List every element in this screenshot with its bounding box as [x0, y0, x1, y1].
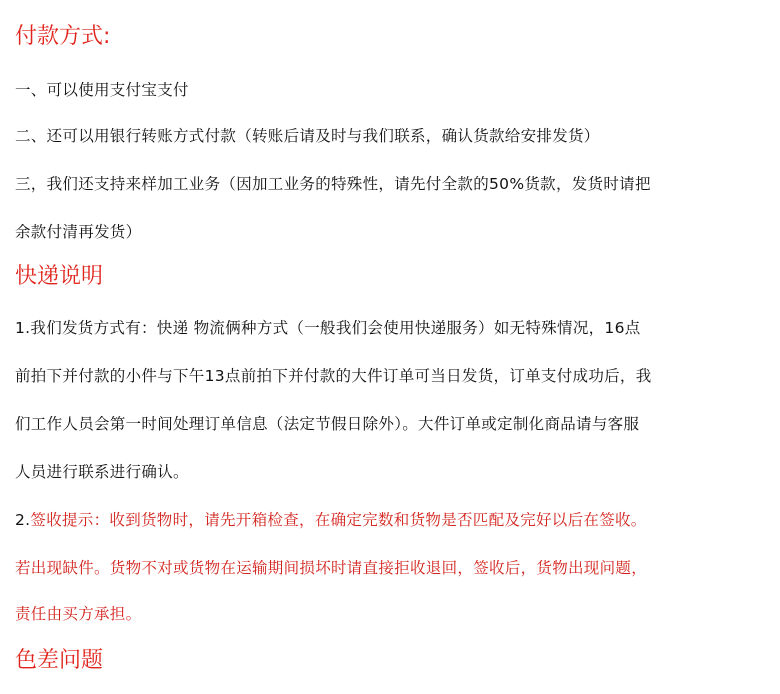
payment-methods-heading: 付款方式:: [15, 24, 111, 49]
shipping-item1-line-4: 人员进行联系进行确认。: [15, 463, 189, 481]
signing-tip-line-1: [15, 510, 647, 530]
signing-tip-line-3: 责任由买方承担。: [15, 605, 142, 623]
signing-tip-line-2: 若出现缺件。货物不对或货物在运输期间损坏时请直接拒收退回，签收后，货物出现问题，: [15, 559, 648, 577]
color-difference-heading: 色差问题: [15, 648, 104, 673]
signing-tip-number: 2.: [15, 511, 31, 529]
signing-tip-text: 签收提示：收到货物时，请先开箱检查，在确定完数和货物是否匹配及完好以后在签收。: [30, 511, 647, 529]
payment-line-2: 二、还可以用银行转账方式付款（转账后请及时与我们联系，确认货款给安排发货）: [15, 127, 600, 145]
shipping-item1-line-1: 1.我们发货方式有：快递 物流俩种方式（一般我们会使用快递服务）如无特殊情况，16点: [15, 319, 641, 337]
payment-line-3: 三，我们还支持来样加工业务（因加工业务的特殊性，请先付全款的50%货款，发货时请把: [15, 175, 651, 193]
payment-line-4: 余款付清再发货）: [15, 223, 142, 241]
shipping-item1-line-2: 前拍下并付款的小件与下午13点前拍下并付款的大件订单可当日发货，订单支付成功后，我: [15, 367, 652, 385]
shipping-item1-line-3: 们工作人员会第一时间处理订单信息（法定节假日除外）。大件订单或定制化商品请与客服: [15, 415, 640, 433]
payment-line-1: 一、可以使用支付宝支付: [15, 81, 189, 99]
shipping-heading: 快递说明: [15, 264, 104, 289]
